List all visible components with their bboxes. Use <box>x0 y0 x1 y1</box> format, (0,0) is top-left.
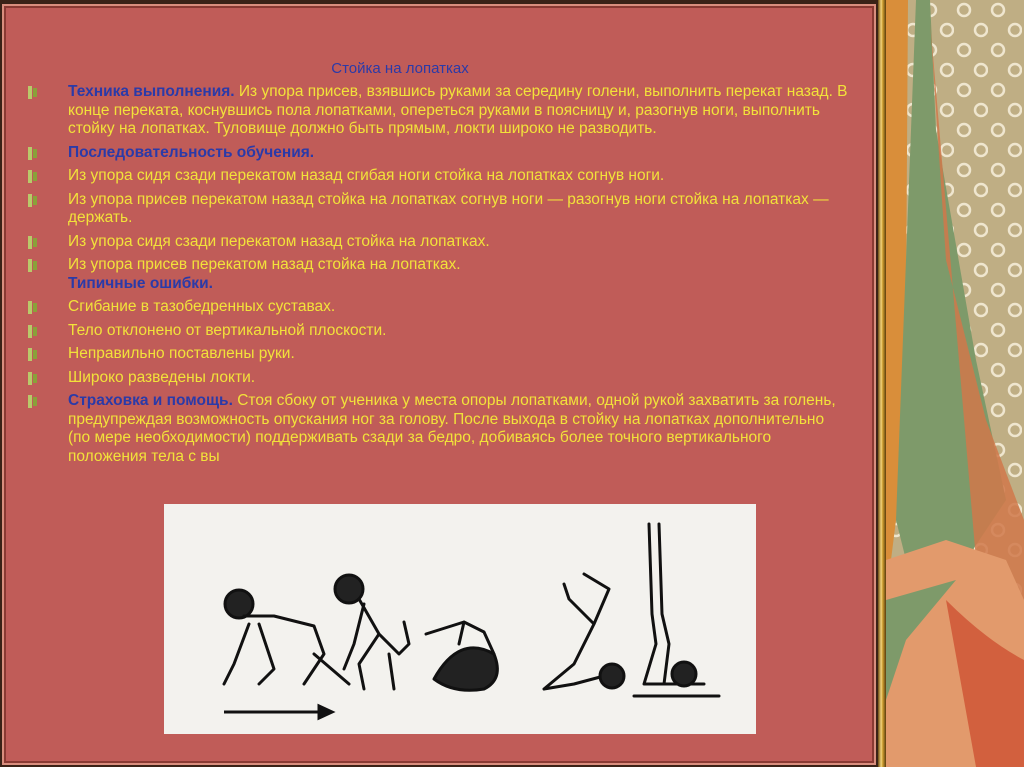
item-text: Из упора присев перекатом назад стойка на лопатках. <box>68 256 461 273</box>
exercise-illustration <box>164 504 756 734</box>
item-heading: Последовательность обучения. <box>68 143 315 161</box>
item-text: Неправильно поставлены руки. <box>68 345 295 362</box>
slide-title <box>0 60 800 77</box>
list-item <box>28 167 848 186</box>
item-heading: Страховка и помощь. <box>68 392 233 409</box>
item-text: Из упора сидя сзади перекатом назад сгибая ноги стойка на лопатках согнув ноги. <box>68 167 665 184</box>
bullet-icon <box>28 348 38 361</box>
item-text: Сгибание в тазобедренных суставах. <box>68 298 336 315</box>
list-item <box>28 233 848 252</box>
decorative-drape-image <box>886 0 1024 767</box>
bullet-icon <box>28 325 38 338</box>
list-item <box>28 191 848 228</box>
list-item <box>28 369 848 388</box>
bullet-icon <box>28 147 38 160</box>
list-item <box>28 144 848 163</box>
list-item <box>28 83 848 139</box>
item-heading: Техника выполнения. <box>68 83 235 100</box>
bullet-icon <box>28 194 38 207</box>
title-text: Стойка на лопатках <box>331 60 469 77</box>
list-item <box>28 256 848 275</box>
bullet-icon <box>28 395 38 408</box>
item-text: Из упора присев, взявшись руками за середину голени, выполнить перекат назад. В конце переката, коснувшись пола лопатками, опереться руками в поясницу и, разогнув ноги, выполнить стойку на лопатках. Туловище должно быть прямым, локти широко не разводить. <box>68 83 848 137</box>
item-text: Из упора сидя сзади перекатом назад стойка на лопатках. <box>68 232 490 250</box>
list-item <box>28 345 848 364</box>
list-item <box>28 275 848 294</box>
bullet-icon <box>28 259 38 272</box>
item-text: Широко разведены локти. <box>68 368 256 386</box>
list-item <box>28 322 848 341</box>
bullet-icon <box>28 301 38 314</box>
bullet-icon <box>28 86 38 99</box>
list-item <box>28 298 848 317</box>
item-text: Стоя сбоку от ученика у места опоры лопатками, одной рукой захватить за голень, предупреждая возможность опускания ног за голову. После выхода в стойку на лопатках дополнительно (по мере необходимости) поддерживать сзади за бедро, добиваясь более точного вертикального положения тела с вы <box>68 392 836 465</box>
item-heading: Типичные ошибки. <box>68 274 213 292</box>
bullet-icon <box>28 170 38 183</box>
bullet-icon <box>28 372 38 385</box>
list-item <box>28 392 848 466</box>
gold-border <box>878 0 886 767</box>
bullet-icon <box>28 236 38 249</box>
bullet-list <box>28 83 848 471</box>
item-text: Тело отклонено от вертикальной плоскости. <box>68 321 387 339</box>
item-text: Из упора присев перекатом назад стойка на лопатках согнув ноги — разогнув ноги стойка на лопатках — держать. <box>68 190 829 226</box>
